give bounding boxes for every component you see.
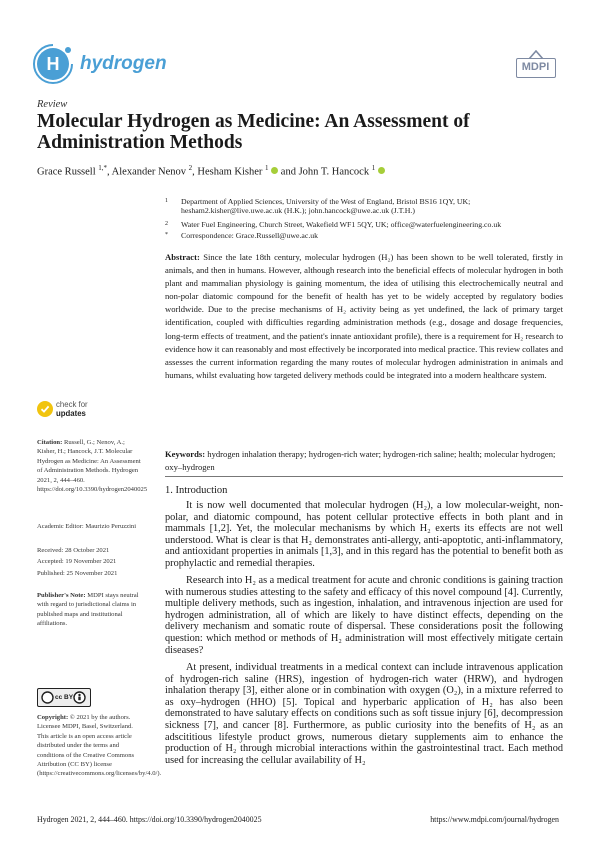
checkmark-icon — [40, 404, 50, 414]
affiliation — [165, 197, 565, 216]
section-divider — [165, 476, 563, 477]
copyright-text: © 2021 by the authors. Licensee MDPI, Basel, Switzerland. This article is an open access article distributed under the terms and conditions of the Creative Commons Attribution (CC BY) license (https://creativecommons.org/licenses/by/4.0/). — [37, 714, 162, 778]
abstract-label: Abstract: — [165, 252, 200, 262]
academic-editor: Academic Editor: Maurizio Peruzzini — [37, 523, 137, 530]
affiliation-mark: 2 — [165, 221, 168, 227]
author-name[interactable]: Grace Russell — [37, 166, 96, 178]
author-name[interactable]: Hesham Kisher — [197, 166, 263, 178]
author-separator: , — [192, 166, 198, 178]
publishers-note-label: Publisher's Note: — [37, 592, 86, 599]
affiliation — [165, 220, 565, 229]
affiliation-text: Correspondence: Grace.Russell@uwe.ac.uk — [181, 231, 319, 240]
check-for-updates-link[interactable] — [56, 401, 88, 419]
publishers-note — [37, 591, 143, 629]
author-affiliation-mark: 1 — [265, 164, 269, 172]
cc-badge-text: cc BY — [55, 694, 74, 701]
article-title: Molecular Hydrogen as Medicine: An Assessment of Administration Methods — [37, 111, 470, 153]
author-affiliation-mark: 1 — [371, 164, 376, 172]
footer-citation[interactable]: Hydrogen 2021, 2, 444–460. https://doi.org/10.3390/hydrogen2040025 — [37, 815, 262, 824]
published-date: Published: 25 November 2021 — [37, 570, 118, 577]
body-paragraph: It is now well documented that molecular hydrogen (H₂), a low molecular-weight, non-polar, and diatomic compound, has potent cellular protective effects in both plant and in mammals [1,2]. Yet, the molecular mechanisms by which H₂ exerts its effects are not well understood. What is clear is that H₂ demonstrates anti-allergy, anti-apoptotic, anti-inflammatory, and antioxidant properties in animals [1,3], and in this regard has the potential to benefit both as prophylactic and remedial therapies. — [165, 500, 563, 569]
orcid-icon[interactable] — [378, 167, 385, 174]
received-date: Received: 28 October 2021 — [37, 547, 110, 554]
author-list — [37, 164, 385, 178]
citation-block — [37, 438, 148, 494]
copyright-block — [37, 713, 162, 779]
keywords — [165, 448, 563, 474]
keywords-label: Keywords: — [165, 449, 206, 459]
journal-name: hydrogen — [80, 53, 167, 74]
citation-label: Citation: — [37, 439, 63, 446]
author-affiliation-mark: 2 — [188, 164, 193, 172]
article-type: Review — [37, 99, 68, 110]
affiliation-text: Water Fuel Engineering, Church Street, Wakefield WF1 5QY, UK; office@waterfuelengineering.co.uk — [181, 220, 502, 229]
author-separator: , — [106, 166, 112, 178]
affiliation-mark: * — [165, 232, 168, 238]
section-heading: 1. Introduction — [165, 485, 228, 496]
attribution-person-icon — [73, 691, 86, 704]
affiliation-text: Department of Applied Sciences, University of the West of England, Bristol BS16 1QY, UK; hesham2.kisher@live.uwe.ac.uk (H.K.); john.hancock@uwe.ac.uk (J.T.H.) — [181, 197, 471, 216]
check-line-1: check for — [56, 400, 88, 409]
body-paragraph: Research into H₂ as a medical treatment for acute and chronic conditions is gaining traction with numerous studies attesting to the safety and efficacy of this novel compound [4]. Currently, multiple delivery methods, such as ingestion, inhalation, and intravenous injection are used for hydrogen administration, all of which are likely to have distinct effects, depending on the delivery mechanism and somatic route of dispersal. These considerations posit the following question: which method or methods of H₂ administration will most effectively mitigate certain diseases? — [165, 575, 564, 656]
author-separator: and — [278, 166, 299, 178]
check-line-2: updates — [56, 408, 86, 418]
citation-text: Russell, G.; Nenov, A.; Kisher, H.; Hancock, J.T. Molecular Hydrogen as Medicine: An Assessment of Administration Methods. Hydrogen 2021, 2, 444–460. https://doi.org/10.3390/hydrogen2040025 — [37, 439, 148, 494]
accepted-date: Accepted: 19 November 2021 — [37, 558, 117, 565]
abstract-text: Since the late 18th century, molecular hydrogen (H₂) has been shown to be well tolerated, firstly in animals, and then in humans. However, although research into the beneficial effects of molecular hydrogen in both plant and mammalian physiology is gaining momentum, the idea of utilising this electrochemically neutral and non-polar diatomic compound for the benefit of health has yet to be widely accepted by regulatory bodies worldwide. Due to the precise mechanisms of H₂ activity being as yet undefined, the lack of primary target identification, coupled with difficulties regarding administration methods (e.g., dosage and dosage frequencies, long-term effects of treatment, and the patient's innate antioxidant profile), there is a requirement for H₂ research to evidence how it can reasonably and most effectively be incorporated into medical practice. This review collates and assesses the current information regarding the many routes of molecular hydrogen administration in animals and humans, whilst evaluating how targeted delivery methods could be integrated into a modern healthcare system. — [165, 252, 563, 380]
affiliation-mark: 1 — [165, 198, 168, 204]
cc-by-license-badge[interactable] — [37, 688, 91, 707]
author-name[interactable]: John T. Hancock — [298, 166, 370, 178]
author-name[interactable]: Alexander Nenov — [111, 166, 187, 178]
copyright-label: Copyright: — [37, 714, 69, 721]
author-affiliation-mark: 1,* — [98, 164, 107, 172]
keywords-text: hydrogen inhalation therapy; hydrogen-rich water; hydrogen-rich saline; health; molecular hydrogen; oxy–hydrogen — [165, 449, 556, 473]
body-paragraph: At present, individual treatments in a medical context can include intravenous application of hydrogen-rich saline (HRS), ingestion of hydrogen-rich water (HRW), and hydrogen inhalation therapy [3], either alone or in combination with oxygen (O₂), in a mixture referred to as oxy–hydrogen (HHO) [5]. Topical and hyperbaric application of H₂ has also been demonstrated to have salutary effects on conditions such as soft tissue injury [6], decompression sickness [7], and cancer [8]. Furthermore, as public curiosity into the benefits of H₂ as an adscititious lifestyle product grows, numerous dietary supplements aim to enhance the production of H₂ through microbial interactions within the gastrointestinal tract. Each method used for increasing the cellular availability of H₂ — [165, 662, 563, 766]
affiliation — [165, 231, 565, 240]
footer-journal-url[interactable]: https://www.mdpi.com/journal/hydrogen — [430, 815, 559, 824]
publishers-note-text: MDPI stays neutral with regard to jurisdictional claims in published maps and institutional affiliations. — [37, 592, 139, 628]
publisher-logo[interactable]: MDPI — [516, 58, 556, 78]
creative-commons-icon — [41, 691, 54, 704]
journal-logo-icon: H — [37, 48, 69, 80]
abstract — [165, 251, 563, 382]
